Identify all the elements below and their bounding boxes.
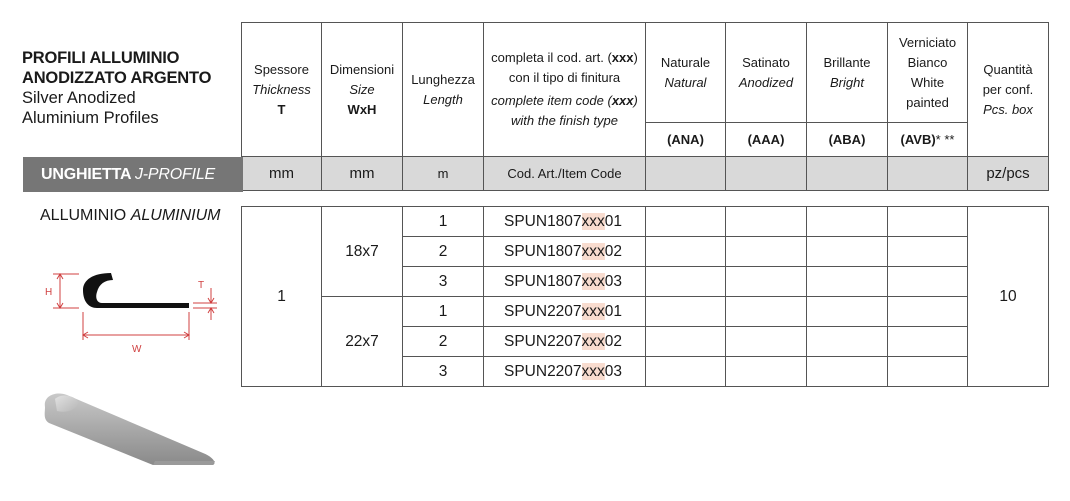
w-dimension: [83, 312, 189, 340]
white-en-2: painted: [906, 94, 949, 110]
size-value: 22x7: [322, 297, 403, 387]
code-prefix: SPUN1807: [504, 272, 582, 290]
cell-natural: [646, 237, 726, 267]
w-label: W: [132, 344, 142, 355]
length-value: 3: [403, 267, 484, 297]
unit-code: Cod. Art./Item Code: [484, 157, 646, 191]
thickness-it: Spessore: [254, 61, 309, 77]
length-value: 1: [403, 207, 484, 237]
cell-bright: [807, 357, 888, 387]
cell-satin: [726, 297, 807, 327]
code-suffix: 02: [604, 242, 623, 260]
cell-natural: [646, 267, 726, 297]
cell-satin: [726, 207, 807, 237]
unit-size: mm: [322, 157, 403, 191]
finish-code-satin: [726, 123, 807, 157]
product-table: [241, 206, 1049, 387]
bright-code: (ABA): [828, 131, 866, 147]
profile-flange: [153, 461, 215, 465]
header-bright: [807, 23, 888, 123]
code-en-2: ): [633, 93, 638, 108]
white-it-1: Verniciato: [898, 34, 957, 50]
header-item-code: [484, 23, 646, 157]
size-en: Size: [349, 81, 375, 97]
header-table: [241, 22, 1049, 191]
code-placeholder: xxx: [581, 272, 605, 290]
cell-white: [888, 327, 968, 357]
satin-en: Anodized: [738, 74, 794, 90]
white-note: * **: [935, 131, 955, 147]
cell-satin: [726, 357, 807, 387]
item-code: [484, 297, 646, 327]
profile-section-drawing: [35, 240, 225, 365]
code-en-bold: xxx: [611, 93, 634, 108]
white-code: (AVB): [900, 131, 936, 147]
cell-natural: [646, 207, 726, 237]
code-prefix: SPUN2207: [504, 332, 582, 350]
profile-type-label: UNGHIETTA: [41, 166, 131, 183]
qty-en: Pcs. box: [983, 101, 1033, 117]
item-code: [484, 267, 646, 297]
cell-bright: [807, 327, 888, 357]
profile-type-bar: [23, 157, 243, 192]
item-code: [484, 327, 646, 357]
table-row: [242, 297, 1049, 327]
header-qty: [968, 23, 1049, 157]
code-placeholder: xxx: [581, 302, 605, 320]
code-prefix: SPUN1807: [504, 212, 582, 230]
cell-bright: [807, 267, 888, 297]
code-en-1: complete item code (: [491, 93, 612, 108]
header-white: [888, 23, 968, 123]
finish-code-natural: [646, 123, 726, 157]
qty-it-2: per conf.: [982, 81, 1034, 97]
item-code: [484, 207, 646, 237]
cell-satin: [726, 327, 807, 357]
code-prefix: SPUN2207: [504, 302, 582, 320]
unit-empty-2: [726, 157, 807, 191]
cell-bright: [807, 207, 888, 237]
finish-code-bright: [807, 123, 888, 157]
title-line-4: Aluminium Profiles: [22, 109, 159, 127]
code-it-1: completa il cod. art. (: [491, 50, 612, 65]
thickness-symbol: T: [277, 101, 286, 117]
finish-code-white: [888, 123, 968, 157]
code-it-2: ): [633, 50, 638, 65]
length-it: Lunghezza: [411, 71, 475, 87]
profile-3d-rendering: [35, 385, 225, 475]
cell-natural: [646, 357, 726, 387]
cell-white: [888, 237, 968, 267]
t-label: T: [198, 280, 205, 291]
cell-satin: [726, 267, 807, 297]
code-suffix: 03: [604, 272, 623, 290]
material-label-en: ALUMINIUM: [130, 207, 221, 224]
length-value: 3: [403, 357, 484, 387]
unit-empty-4: [888, 157, 968, 191]
code-placeholder: xxx: [581, 212, 605, 230]
natural-en: Natural: [664, 74, 707, 90]
product-title: [22, 48, 237, 128]
header-size: [322, 23, 403, 157]
unit-empty-3: [807, 157, 888, 191]
header-length: [403, 23, 484, 157]
thickness-value: 1: [242, 207, 322, 387]
unit-qty: pz/pcs: [968, 157, 1049, 191]
satin-code: (AAA): [747, 131, 785, 147]
title-line-1: PROFILI ALLUMINIO: [22, 49, 180, 67]
qty-it-1: Quantità: [983, 61, 1033, 77]
natural-it: Naturale: [660, 54, 711, 70]
code-en-3: with the finish type: [511, 113, 618, 128]
cell-natural: [646, 297, 726, 327]
cell-satin: [726, 237, 807, 267]
bright-en: Bright: [830, 74, 864, 90]
white-it-2: Bianco: [907, 54, 948, 70]
title-line-2: ANODIZZATO ARGENTO: [22, 69, 212, 87]
length-value: 1: [403, 297, 484, 327]
h-dimension: [53, 274, 79, 308]
length-value: 2: [403, 327, 484, 357]
code-placeholder: xxx: [581, 362, 605, 380]
header-natural: [646, 23, 726, 123]
unit-empty-1: [646, 157, 726, 191]
cell-bright: [807, 237, 888, 267]
code-suffix: 01: [604, 212, 623, 230]
size-symbol: WxH: [347, 101, 377, 117]
bright-it: Brillante: [823, 54, 871, 70]
satin-it: Satinato: [742, 54, 790, 70]
length-value: 2: [403, 237, 484, 267]
material-label: [40, 207, 220, 225]
cell-bright: [807, 297, 888, 327]
profile-shape: [83, 273, 189, 308]
size-value: 18x7: [322, 207, 403, 297]
title-line-3: Silver Anodized: [22, 89, 136, 107]
code-prefix: SPUN2207: [504, 362, 582, 380]
item-code: [484, 237, 646, 267]
size-it: Dimensioni: [329, 61, 395, 77]
code-it-3: con il tipo di finitura: [508, 70, 621, 85]
cell-natural: [646, 327, 726, 357]
material-label-it: ALLUMINIO: [40, 207, 127, 224]
profile-type-label-italic: J-PROFILE: [135, 166, 215, 183]
natural-code: (ANA): [667, 131, 704, 147]
code-suffix: 03: [604, 362, 623, 380]
code-prefix: SPUN1807: [504, 242, 582, 260]
code-it-bold: xxx: [611, 50, 634, 65]
item-code: [484, 357, 646, 387]
header-satin: [726, 23, 807, 123]
cell-white: [888, 357, 968, 387]
qty-value: 10: [968, 207, 1049, 387]
t-dimension: [193, 288, 217, 320]
h-label: H: [45, 287, 53, 298]
cell-white: [888, 207, 968, 237]
code-placeholder: xxx: [581, 242, 605, 260]
code-suffix: 02: [604, 332, 623, 350]
code-placeholder: xxx: [581, 332, 605, 350]
unit-thickness: mm: [242, 157, 322, 191]
header-thickness: [242, 23, 322, 157]
code-suffix: 01: [604, 302, 623, 320]
unit-length: m: [403, 157, 484, 191]
cell-white: [888, 297, 968, 327]
thickness-en: Thickness: [252, 81, 311, 97]
table-row: [242, 207, 1049, 237]
cell-white: [888, 267, 968, 297]
length-en: Length: [423, 91, 463, 107]
white-en-1: White: [910, 74, 945, 90]
